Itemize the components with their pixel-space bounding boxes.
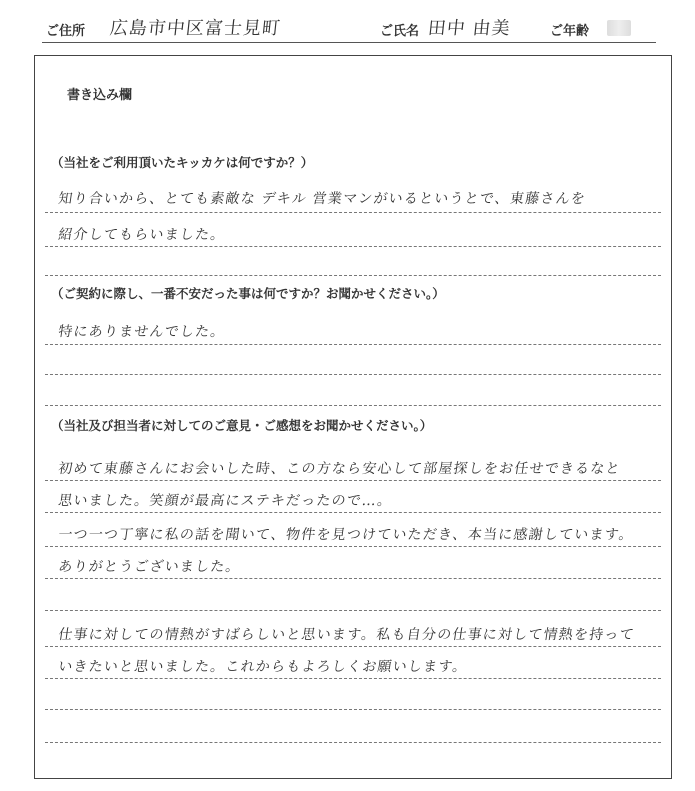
dashed-line	[45, 344, 661, 345]
answer-2-line-1: 特にありませんでした。	[57, 324, 227, 340]
address-value: 広島市中区富士見町	[108, 18, 282, 39]
dashed-line	[45, 246, 661, 247]
box-title: 書き込み欄	[67, 88, 133, 103]
dashed-line	[45, 512, 661, 513]
answer-3-line-2: 思いました。笑顔が最高にステキだったので…。	[57, 493, 394, 509]
dashed-line	[45, 374, 661, 375]
comment-box	[34, 55, 672, 779]
answer-3-line-1: 初めて東藤さんにお会いした時、この方なら安心して部屋探しをお任せできるなと	[57, 461, 622, 477]
answer-3-line-5: 仕事に対しての情熱がすばらしいと思います。私も自分の仕事に対して情熱を持って	[57, 627, 636, 643]
dashed-line	[45, 646, 661, 647]
dashed-line	[45, 546, 661, 547]
question-3: （当社及び担当者に対してのご意見・ご感想をお聞かせください。）	[51, 418, 433, 433]
header-underline	[42, 42, 656, 43]
age-redacted	[607, 20, 631, 36]
form-header	[42, 12, 656, 42]
answer-1-line-1: 知り合いから、とても素敵な デキル 営業マンがいるというとで、東藤さんを	[57, 191, 588, 207]
question-2: （ご契約に際し、一番不安だった事は何ですか？お聞かせください。）	[51, 286, 445, 301]
dashed-line	[45, 709, 661, 710]
dashed-line	[45, 480, 661, 481]
name-value: 田中 由美	[426, 18, 512, 39]
answer-3-line-3: 一つ一つ丁寧に私の話を聞いて、物件を見つけていただき、本当に感謝しています。	[57, 527, 636, 543]
dashed-line	[45, 610, 661, 611]
age-label: ご年齢	[550, 24, 590, 39]
answer-3-line-6: いきたいと思いました。これからもよろしくお願いします。	[57, 659, 469, 675]
dashed-line	[45, 578, 661, 579]
answer-3-line-4: ありがとうございました。	[57, 559, 242, 575]
question-1: （当社をご利用頂いたキッカケは何ですか？）	[51, 155, 314, 170]
dashed-line	[45, 212, 661, 213]
address-label: ご住所	[46, 24, 86, 39]
dashed-line	[45, 405, 661, 406]
name-label: ご氏名	[380, 24, 420, 39]
dashed-line	[45, 678, 661, 679]
answer-1-line-2: 紹介してもらいました。	[57, 227, 227, 243]
dashed-line	[45, 742, 661, 743]
dashed-line	[45, 275, 661, 276]
